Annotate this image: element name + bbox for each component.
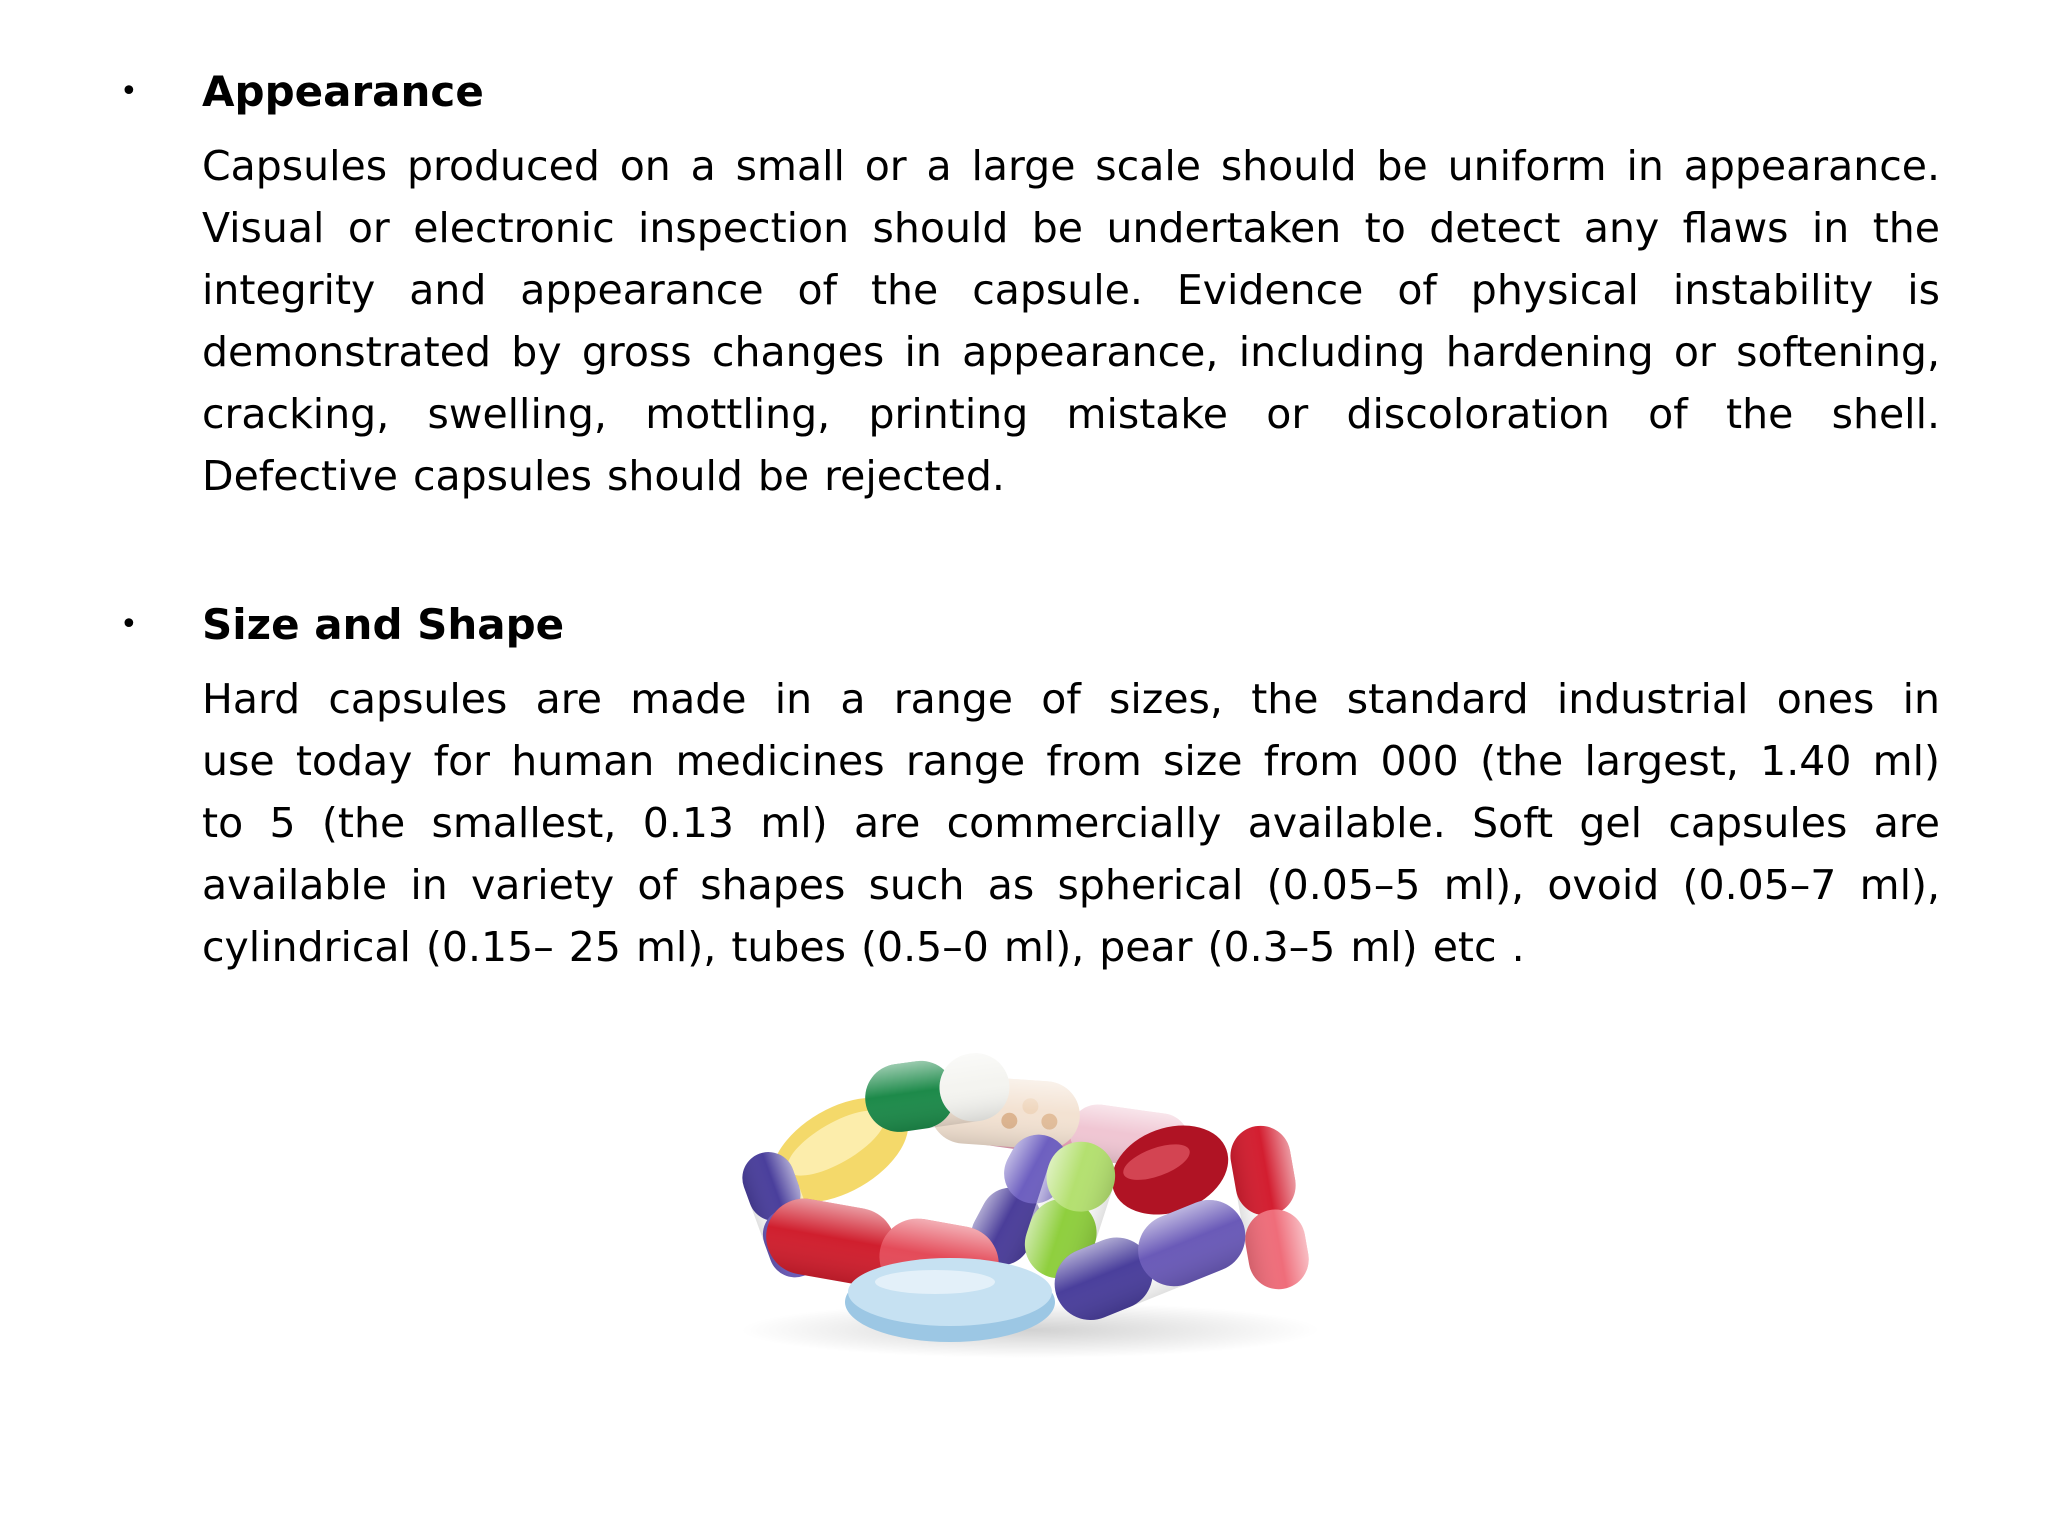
text-line: Hard capsules are made in a range of sizes, the standard industrial ones in [202, 675, 1940, 723]
text-line: Capsules produced on a small or a large scale should be uniform in appearance. [202, 142, 1940, 190]
text-line: Defective capsules should be rejected. [202, 452, 1005, 500]
text-line: Visual or electronic inspection should be undertaken to detect any flaws in the [202, 204, 1940, 252]
heading-appearance: Appearance [202, 67, 484, 116]
capsules-illustration [720, 1040, 1340, 1360]
text-line: integrity and appearance of the capsule. Evidence of physical instability is [202, 266, 1940, 314]
tablet-light-blue [845, 1258, 1055, 1342]
text-line: to 5 (the smallest, 0.13 ml) are commercially available. Soft gel capsules are [202, 799, 1940, 847]
paragraph-size-and-shape [202, 668, 1940, 978]
bullet-point: • [120, 74, 138, 109]
text-line: demonstrated by gross changes in appearance, including hardening or softening, [202, 328, 1940, 376]
capsule-red-right [1226, 1121, 1314, 1294]
bullet-point: • [120, 607, 138, 642]
text-line: use today for human medicines range from size from 000 (the largest, 1.40 ml) [202, 737, 1940, 785]
capsules-pile-image [720, 1040, 1340, 1360]
paragraph-appearance [202, 135, 1940, 507]
text-line: cylindrical (0.15– 25 ml), tubes (0.5–0 ml), pear (0.3–5 ml) etc . [202, 923, 1525, 971]
text-line: available in variety of shapes such as spherical (0.05–5 ml), ovoid (0.05–7 ml), [202, 861, 1940, 909]
heading-size-and-shape: Size and Shape [202, 600, 565, 649]
text-line: cracking, swelling, mottling, printing mistake or discoloration of the shell. [202, 390, 1940, 438]
